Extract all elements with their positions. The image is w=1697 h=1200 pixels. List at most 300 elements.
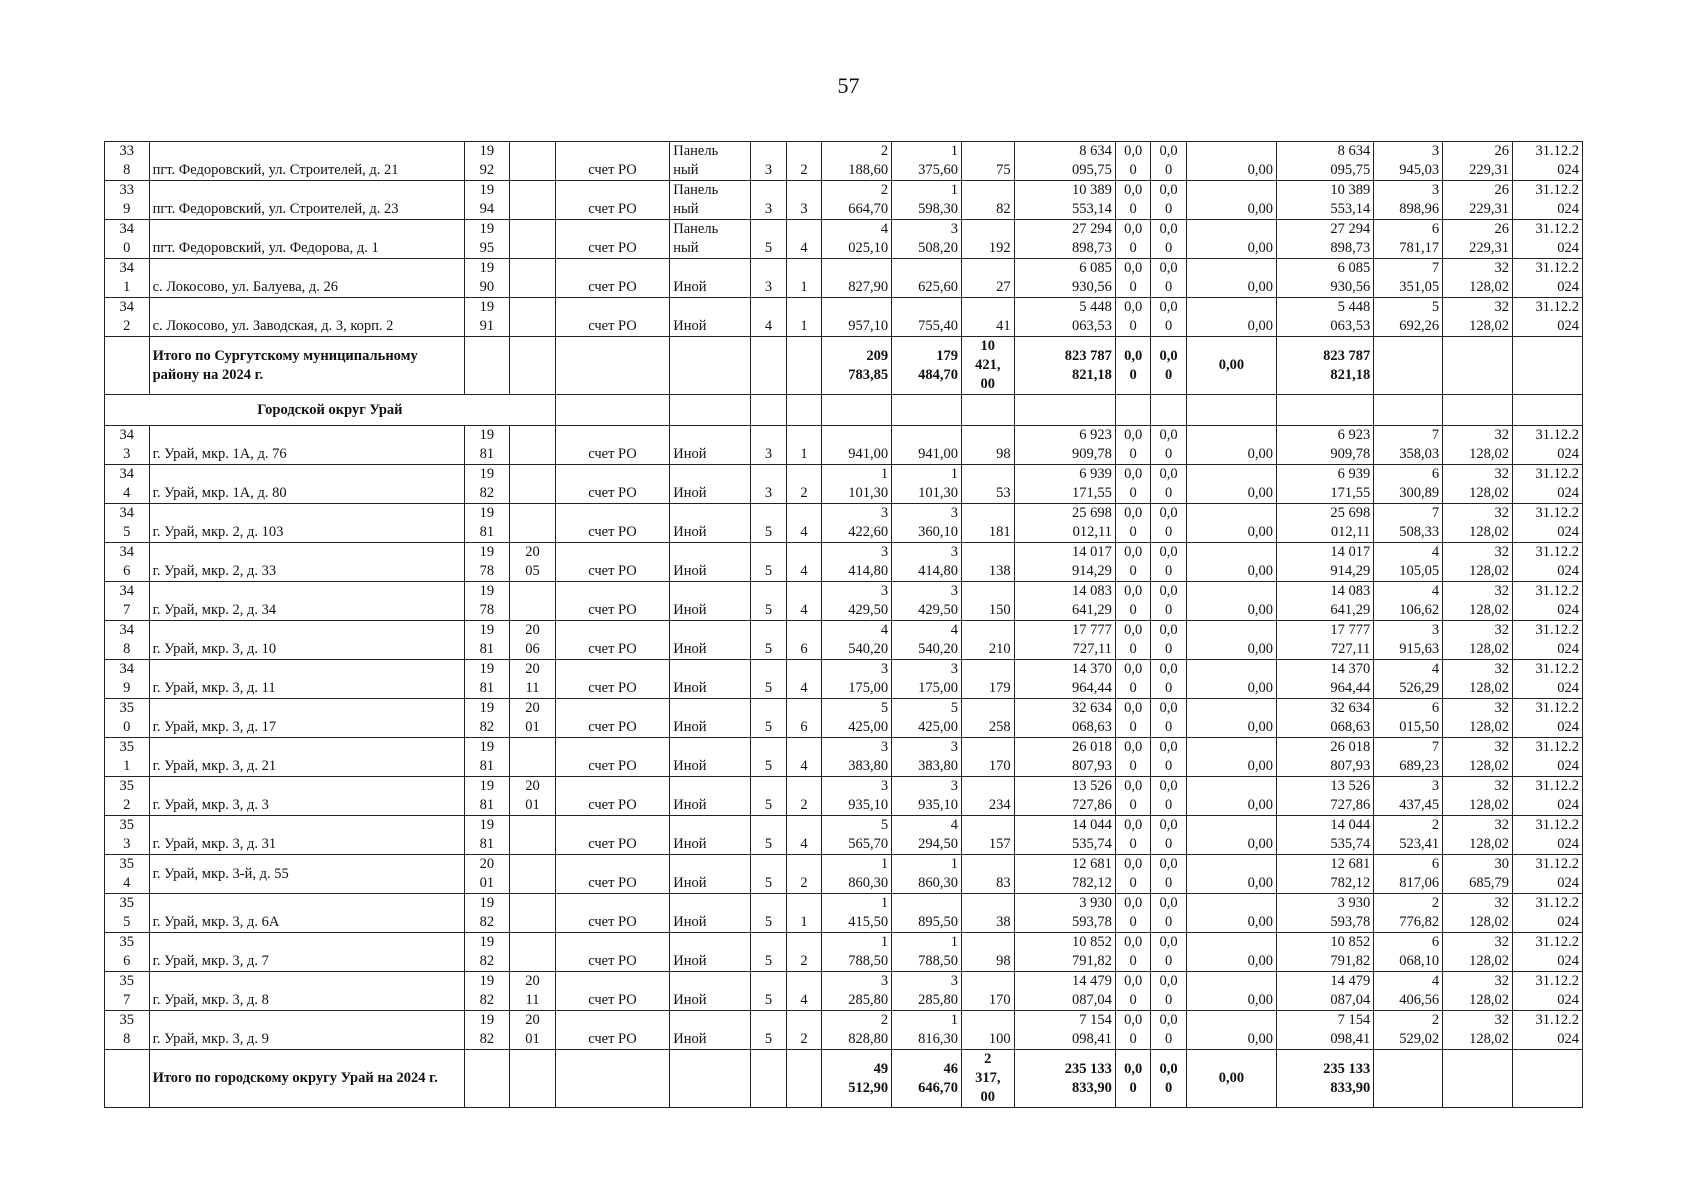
cell-entrances: 6 <box>786 621 821 660</box>
total-residents: 10 421, 00 <box>961 337 1014 395</box>
cell-fund-regional: 0,0 0 <box>1151 699 1186 738</box>
cell-year-built: 19 82 <box>464 465 510 504</box>
table-row <box>105 142 1583 181</box>
cell-fund-federal: 0,0 0 <box>1115 972 1150 1011</box>
section-header-row <box>105 395 1583 426</box>
cell-year-built: 20 01 <box>464 855 510 894</box>
cell-unit-cost: 2 529,02 <box>1374 1011 1443 1050</box>
cell-empty <box>555 1050 669 1108</box>
cell-fund-local: 0,00 <box>1186 298 1276 337</box>
cell-fund-local: 0,00 <box>1186 181 1276 220</box>
cell-max-unit-cost: 32 128,02 <box>1443 660 1513 699</box>
cell-residents: 170 <box>961 972 1014 1011</box>
cell-funding-method: счет РО <box>555 142 669 181</box>
cell-empty <box>105 1050 150 1108</box>
cell-fund-federal: 0,0 0 <box>1115 259 1150 298</box>
cell-fund-local: 0,00 <box>1186 582 1276 621</box>
cell-year-overhaul <box>510 220 556 259</box>
cell-entrances: 1 <box>786 894 821 933</box>
cell-empty <box>1374 337 1443 395</box>
cell-year-built: 19 82 <box>464 1011 510 1050</box>
cell-unit-cost: 6 781,17 <box>1374 220 1443 259</box>
cell-entrances: 1 <box>786 259 821 298</box>
cell-fund-owners: 6 085 930,56 <box>1276 259 1373 298</box>
cell-empty <box>1443 395 1513 426</box>
total-cost: 823 787 821,18 <box>1014 337 1115 395</box>
cell-address: пгт. Федоровский, ул. Строителей, д. 23 <box>149 181 464 220</box>
cell-address: пгт. Федоровский, ул. Строителей, д. 21 <box>149 142 464 181</box>
cell-entrances: 1 <box>786 426 821 465</box>
cell-funding-method: счет РО <box>555 855 669 894</box>
cell-year-built: 19 81 <box>464 738 510 777</box>
cell-unit-cost: 6 817,06 <box>1374 855 1443 894</box>
cell-entrances: 3 <box>786 181 821 220</box>
cell-year-overhaul <box>510 298 556 337</box>
cell-fund-local: 0,00 <box>1186 259 1276 298</box>
cell-empty <box>555 395 669 426</box>
cell-completion-date: 31.12.2 024 <box>1513 699 1583 738</box>
cell-row-number: 34 4 <box>105 465 150 504</box>
cell-wall-material: Иной <box>670 660 751 699</box>
cell-funding-method: счет РО <box>555 582 669 621</box>
cell-fund-federal: 0,0 0 <box>1115 543 1150 582</box>
cell-unit-cost: 7 351,05 <box>1374 259 1443 298</box>
cell-year-overhaul: 20 05 <box>510 543 556 582</box>
cell-fund-federal: 0,0 0 <box>1115 660 1150 699</box>
cell-wall-material: Иной <box>670 543 751 582</box>
cell-total-cost: 3 930 593,78 <box>1014 894 1115 933</box>
cell-fund-regional: 0,0 0 <box>1151 1011 1186 1050</box>
cell-fund-regional: 0,0 0 <box>1151 660 1186 699</box>
cell-completion-date: 31.12.2 024 <box>1513 142 1583 181</box>
cell-unit-cost: 6 300,89 <box>1374 465 1443 504</box>
cell-funding-method: счет РО <box>555 1011 669 1050</box>
cell-total-cost: 25 698 012,11 <box>1014 504 1115 543</box>
total-cost: 235 133 833,90 <box>1014 1050 1115 1108</box>
cell-empty <box>670 395 751 426</box>
cell-floors: 5 <box>751 660 786 699</box>
table-row <box>105 894 1583 933</box>
cell-living-area: 3 935,10 <box>892 777 962 816</box>
cell-fund-owners: 26 018 807,93 <box>1276 738 1373 777</box>
cell-total-cost: 7 154 098,41 <box>1014 1011 1115 1050</box>
cell-fund-owners: 10 852 791,82 <box>1276 933 1373 972</box>
cell-wall-material: Иной <box>670 699 751 738</box>
cell-wall-material: Иной <box>670 582 751 621</box>
cell-unit-cost: 4 406,56 <box>1374 972 1443 1011</box>
cell-completion-date: 31.12.2 024 <box>1513 220 1583 259</box>
cell-residents: 98 <box>961 426 1014 465</box>
cell-wall-material: Иной <box>670 933 751 972</box>
cell-address: г. Урай, мкр. 3, д. 10 <box>149 621 464 660</box>
cell-empty <box>670 337 751 395</box>
cell-max-unit-cost: 32 128,02 <box>1443 426 1513 465</box>
cell-fund-federal: 0,0 0 <box>1115 1011 1150 1050</box>
cell-living-area: 4 294,50 <box>892 816 962 855</box>
cell-total-area: 2 828,80 <box>822 1011 892 1050</box>
page-number: 57 <box>837 73 860 98</box>
cell-row-number: 34 5 <box>105 504 150 543</box>
cell-year-built: 19 82 <box>464 972 510 1011</box>
cell-floors: 5 <box>751 1011 786 1050</box>
cell-living-area: 1 816,30 <box>892 1011 962 1050</box>
cell-max-unit-cost: 32 128,02 <box>1443 972 1513 1011</box>
table-row <box>105 259 1583 298</box>
table-row <box>105 933 1583 972</box>
cell-wall-material: Панель ный <box>670 142 751 181</box>
cell-living-area: 1 860,30 <box>892 855 962 894</box>
cell-completion-date: 31.12.2 024 <box>1513 582 1583 621</box>
cell-fund-owners: 27 294 898,73 <box>1276 220 1373 259</box>
cell-wall-material: Панель ный <box>670 181 751 220</box>
cell-floors: 5 <box>751 504 786 543</box>
cell-residents: 98 <box>961 933 1014 972</box>
cell-empty <box>1513 395 1583 426</box>
cell-floors: 5 <box>751 543 786 582</box>
cell-floors: 5 <box>751 855 786 894</box>
cell-fund-local: 0,00 <box>1186 933 1276 972</box>
cell-funding-method: счет РО <box>555 543 669 582</box>
cell-total-cost: 6 939 171,55 <box>1014 465 1115 504</box>
cell-total-cost: 17 777 727,11 <box>1014 621 1115 660</box>
cell-funding-method: счет РО <box>555 972 669 1011</box>
total-fund-regional: 0,0 0 <box>1151 1050 1186 1108</box>
cell-completion-date: 31.12.2 024 <box>1513 1011 1583 1050</box>
cell-total-area: 3 429,50 <box>822 582 892 621</box>
cell-floors: 5 <box>751 699 786 738</box>
table-row <box>105 181 1583 220</box>
cell-funding-method: счет РО <box>555 777 669 816</box>
cell-unit-cost: 7 358,03 <box>1374 426 1443 465</box>
cell-funding-method: счет РО <box>555 816 669 855</box>
total-fund-local: 0,00 <box>1186 337 1276 395</box>
cell-fund-owners: 10 389 553,14 <box>1276 181 1373 220</box>
table-row <box>105 543 1583 582</box>
cell-total-area: 957,10 <box>822 298 892 337</box>
cell-year-overhaul: 20 01 <box>510 777 556 816</box>
cell-empty <box>555 337 669 395</box>
cell-fund-owners: 8 634 095,75 <box>1276 142 1373 181</box>
cell-completion-date: 31.12.2 024 <box>1513 504 1583 543</box>
housing-registry-table <box>104 141 1583 1108</box>
cell-row-number: 35 8 <box>105 1011 150 1050</box>
cell-fund-regional: 0,0 0 <box>1151 894 1186 933</box>
cell-wall-material: Иной <box>670 972 751 1011</box>
total-fund-local: 0,00 <box>1186 1050 1276 1108</box>
total-row <box>105 1050 1583 1108</box>
cell-entrances: 4 <box>786 543 821 582</box>
cell-residents: 138 <box>961 543 1014 582</box>
cell-floors: 5 <box>751 972 786 1011</box>
cell-fund-owners: 12 681 782,12 <box>1276 855 1373 894</box>
cell-entrances: 2 <box>786 465 821 504</box>
cell-fund-owners: 6 923 909,78 <box>1276 426 1373 465</box>
table-row <box>105 426 1583 465</box>
cell-funding-method: счет РО <box>555 660 669 699</box>
cell-unit-cost: 4 106,62 <box>1374 582 1443 621</box>
cell-floors: 5 <box>751 582 786 621</box>
cell-residents: 83 <box>961 855 1014 894</box>
cell-entrances: 4 <box>786 816 821 855</box>
cell-year-built: 19 82 <box>464 699 510 738</box>
cell-address: г. Урай, мкр. 3, д. 6А <box>149 894 464 933</box>
cell-floors: 5 <box>751 738 786 777</box>
cell-living-area: 3 175,00 <box>892 660 962 699</box>
total-residents: 2 317, 00 <box>961 1050 1014 1108</box>
cell-fund-federal: 0,0 0 <box>1115 582 1150 621</box>
total-area: 209 783,85 <box>822 337 892 395</box>
total-fund-regional: 0,0 0 <box>1151 337 1186 395</box>
cell-living-area: 3 360,10 <box>892 504 962 543</box>
cell-year-overhaul <box>510 426 556 465</box>
cell-row-number: 34 2 <box>105 298 150 337</box>
cell-fund-regional: 0,0 0 <box>1151 181 1186 220</box>
cell-entrances: 2 <box>786 777 821 816</box>
cell-fund-federal: 0,0 0 <box>1115 894 1150 933</box>
cell-fund-owners: 32 634 068,63 <box>1276 699 1373 738</box>
cell-year-built: 19 90 <box>464 259 510 298</box>
cell-total-area: 2 188,60 <box>822 142 892 181</box>
cell-residents: 38 <box>961 894 1014 933</box>
cell-address: г. Урай, мкр. 3, д. 31 <box>149 816 464 855</box>
cell-residents: 210 <box>961 621 1014 660</box>
cell-empty <box>786 395 821 426</box>
cell-row-number: 35 4 <box>105 855 150 894</box>
cell-max-unit-cost: 32 128,02 <box>1443 738 1513 777</box>
cell-residents: 75 <box>961 142 1014 181</box>
total-fund-federal: 0,0 0 <box>1115 1050 1150 1108</box>
cell-residents: 150 <box>961 582 1014 621</box>
cell-completion-date: 31.12.2 024 <box>1513 259 1583 298</box>
cell-year-overhaul <box>510 142 556 181</box>
cell-floors: 3 <box>751 426 786 465</box>
cell-address: пгт. Федоровский, ул. Федорова, д. 1 <box>149 220 464 259</box>
table-row <box>105 816 1583 855</box>
cell-row-number: 33 9 <box>105 181 150 220</box>
cell-empty <box>751 395 786 426</box>
cell-wall-material: Иной <box>670 738 751 777</box>
cell-fund-regional: 0,0 0 <box>1151 738 1186 777</box>
cell-max-unit-cost: 32 128,02 <box>1443 259 1513 298</box>
cell-residents: 192 <box>961 220 1014 259</box>
cell-year-built: 19 81 <box>464 426 510 465</box>
cell-wall-material: Иной <box>670 426 751 465</box>
cell-funding-method: счет РО <box>555 621 669 660</box>
cell-row-number: 35 0 <box>105 699 150 738</box>
cell-total-cost: 14 479 087,04 <box>1014 972 1115 1011</box>
cell-fund-federal: 0,0 0 <box>1115 699 1150 738</box>
cell-living-area: 4 540,20 <box>892 621 962 660</box>
cell-living-area: 941,00 <box>892 426 962 465</box>
cell-living-area: 895,50 <box>892 894 962 933</box>
cell-wall-material: Иной <box>670 621 751 660</box>
cell-empty <box>464 1050 510 1108</box>
cell-empty <box>1513 337 1583 395</box>
cell-floors: 5 <box>751 621 786 660</box>
cell-entrances: 2 <box>786 1011 821 1050</box>
cell-fund-federal: 0,0 0 <box>1115 855 1150 894</box>
cell-year-overhaul: 20 11 <box>510 660 556 699</box>
cell-year-built: 19 78 <box>464 543 510 582</box>
cell-fund-regional: 0,0 0 <box>1151 543 1186 582</box>
cell-floors: 5 <box>751 816 786 855</box>
cell-max-unit-cost: 32 128,02 <box>1443 1011 1513 1050</box>
cell-fund-federal: 0,0 0 <box>1115 181 1150 220</box>
cell-max-unit-cost: 32 128,02 <box>1443 933 1513 972</box>
cell-total-cost: 5 448 063,53 <box>1014 298 1115 337</box>
cell-fund-regional: 0,0 0 <box>1151 777 1186 816</box>
cell-residents: 179 <box>961 660 1014 699</box>
total-area: 49 512,90 <box>822 1050 892 1108</box>
cell-total-cost: 32 634 068,63 <box>1014 699 1115 738</box>
cell-max-unit-cost: 32 128,02 <box>1443 504 1513 543</box>
cell-living-area: 3 285,80 <box>892 972 962 1011</box>
cell-fund-federal: 0,0 0 <box>1115 504 1150 543</box>
cell-fund-federal: 0,0 0 <box>1115 426 1150 465</box>
cell-row-number: 34 0 <box>105 220 150 259</box>
cell-total-area: 1 860,30 <box>822 855 892 894</box>
cell-funding-method: счет РО <box>555 933 669 972</box>
cell-fund-regional: 0,0 0 <box>1151 933 1186 972</box>
cell-floors: 3 <box>751 259 786 298</box>
cell-entrances: 4 <box>786 582 821 621</box>
cell-max-unit-cost: 32 128,02 <box>1443 465 1513 504</box>
total-living-area: 46 646,70 <box>892 1050 962 1108</box>
cell-year-overhaul <box>510 181 556 220</box>
cell-empty <box>961 395 1014 426</box>
table-row <box>105 1011 1583 1050</box>
cell-fund-local: 0,00 <box>1186 142 1276 181</box>
cell-total-area: 2 664,70 <box>822 181 892 220</box>
cell-wall-material: Иной <box>670 777 751 816</box>
cell-living-area: 3 383,80 <box>892 738 962 777</box>
cell-fund-regional: 0,0 0 <box>1151 426 1186 465</box>
total-fund-owners: 823 787 821,18 <box>1276 337 1373 395</box>
cell-entrances: 1 <box>786 298 821 337</box>
cell-address: г. Урай, мкр. 3-й, д. 55 <box>149 855 464 894</box>
cell-completion-date: 31.12.2 024 <box>1513 894 1583 933</box>
cell-floors: 3 <box>751 465 786 504</box>
cell-address: г. Урай, мкр. 3, д. 7 <box>149 933 464 972</box>
cell-address: г. Урай, мкр. 2, д. 103 <box>149 504 464 543</box>
cell-entrances: 4 <box>786 220 821 259</box>
cell-row-number: 33 8 <box>105 142 150 181</box>
cell-unit-cost: 3 898,96 <box>1374 181 1443 220</box>
cell-completion-date: 31.12.2 024 <box>1513 972 1583 1011</box>
cell-address: г. Урай, мкр. 3, д. 17 <box>149 699 464 738</box>
cell-max-unit-cost: 32 128,02 <box>1443 894 1513 933</box>
cell-unit-cost: 6 068,10 <box>1374 933 1443 972</box>
cell-address: г. Урай, мкр. 2, д. 33 <box>149 543 464 582</box>
cell-wall-material: Иной <box>670 1011 751 1050</box>
cell-address: г. Урай, мкр. 2, д. 34 <box>149 582 464 621</box>
cell-max-unit-cost: 26 229,31 <box>1443 181 1513 220</box>
cell-living-area: 625,60 <box>892 259 962 298</box>
cell-residents: 53 <box>961 465 1014 504</box>
cell-total-area: 3 414,80 <box>822 543 892 582</box>
cell-fund-federal: 0,0 0 <box>1115 298 1150 337</box>
cell-unit-cost: 6 015,50 <box>1374 699 1443 738</box>
cell-entrances: 2 <box>786 933 821 972</box>
cell-empty <box>1151 395 1186 426</box>
total-label: Итого по городскому округу Урай на 2024 г. <box>149 1050 464 1108</box>
cell-unit-cost: 7 508,33 <box>1374 504 1443 543</box>
table-row <box>105 220 1583 259</box>
cell-unit-cost: 3 915,63 <box>1374 621 1443 660</box>
cell-entrances: 2 <box>786 142 821 181</box>
cell-wall-material: Иной <box>670 894 751 933</box>
cell-row-number: 34 3 <box>105 426 150 465</box>
cell-fund-regional: 0,0 0 <box>1151 220 1186 259</box>
cell-residents: 27 <box>961 259 1014 298</box>
table-row <box>105 972 1583 1011</box>
table-row <box>105 738 1583 777</box>
cell-row-number: 35 1 <box>105 738 150 777</box>
cell-fund-federal: 0,0 0 <box>1115 621 1150 660</box>
cell-unit-cost: 2 776,82 <box>1374 894 1443 933</box>
cell-fund-federal: 0,0 0 <box>1115 142 1150 181</box>
cell-empty <box>670 1050 751 1108</box>
cell-fund-owners: 17 777 727,11 <box>1276 621 1373 660</box>
table-row <box>105 777 1583 816</box>
cell-total-area: 1 788,50 <box>822 933 892 972</box>
cell-year-overhaul <box>510 894 556 933</box>
cell-year-built: 19 82 <box>464 894 510 933</box>
cell-fund-regional: 0,0 0 <box>1151 582 1186 621</box>
cell-entrances: 4 <box>786 660 821 699</box>
cell-empty <box>1374 1050 1443 1108</box>
cell-funding-method: счет РО <box>555 259 669 298</box>
cell-empty <box>464 337 510 395</box>
cell-empty <box>1443 337 1513 395</box>
cell-row-number: 34 7 <box>105 582 150 621</box>
cell-fund-local: 0,00 <box>1186 816 1276 855</box>
cell-total-cost: 8 634 095,75 <box>1014 142 1115 181</box>
cell-address: г. Урай, мкр. 3, д. 3 <box>149 777 464 816</box>
cell-living-area: 1 788,50 <box>892 933 962 972</box>
cell-total-area: 3 422,60 <box>822 504 892 543</box>
cell-fund-owners: 14 370 964,44 <box>1276 660 1373 699</box>
cell-completion-date: 31.12.2 024 <box>1513 298 1583 337</box>
cell-total-area: 3 935,10 <box>822 777 892 816</box>
cell-fund-local: 0,00 <box>1186 972 1276 1011</box>
table-row <box>105 855 1583 894</box>
cell-fund-owners: 3 930 593,78 <box>1276 894 1373 933</box>
cell-completion-date: 31.12.2 024 <box>1513 777 1583 816</box>
cell-residents: 100 <box>961 1011 1014 1050</box>
cell-fund-local: 0,00 <box>1186 504 1276 543</box>
cell-row-number: 34 9 <box>105 660 150 699</box>
cell-total-cost: 6 923 909,78 <box>1014 426 1115 465</box>
cell-fund-local: 0,00 <box>1186 621 1276 660</box>
cell-fund-owners: 14 017 914,29 <box>1276 543 1373 582</box>
cell-completion-date: 31.12.2 024 <box>1513 933 1583 972</box>
cell-total-cost: 10 852 791,82 <box>1014 933 1115 972</box>
cell-max-unit-cost: 26 229,31 <box>1443 220 1513 259</box>
cell-empty <box>1186 395 1276 426</box>
table-row <box>105 621 1583 660</box>
cell-total-cost: 12 681 782,12 <box>1014 855 1115 894</box>
cell-fund-regional: 0,0 0 <box>1151 259 1186 298</box>
cell-year-overhaul <box>510 933 556 972</box>
cell-wall-material: Иной <box>670 259 751 298</box>
cell-row-number: 35 7 <box>105 972 150 1011</box>
cell-fund-owners: 14 044 535,74 <box>1276 816 1373 855</box>
cell-floors: 5 <box>751 894 786 933</box>
cell-residents: 41 <box>961 298 1014 337</box>
table-row <box>105 465 1583 504</box>
cell-floors: 3 <box>751 142 786 181</box>
